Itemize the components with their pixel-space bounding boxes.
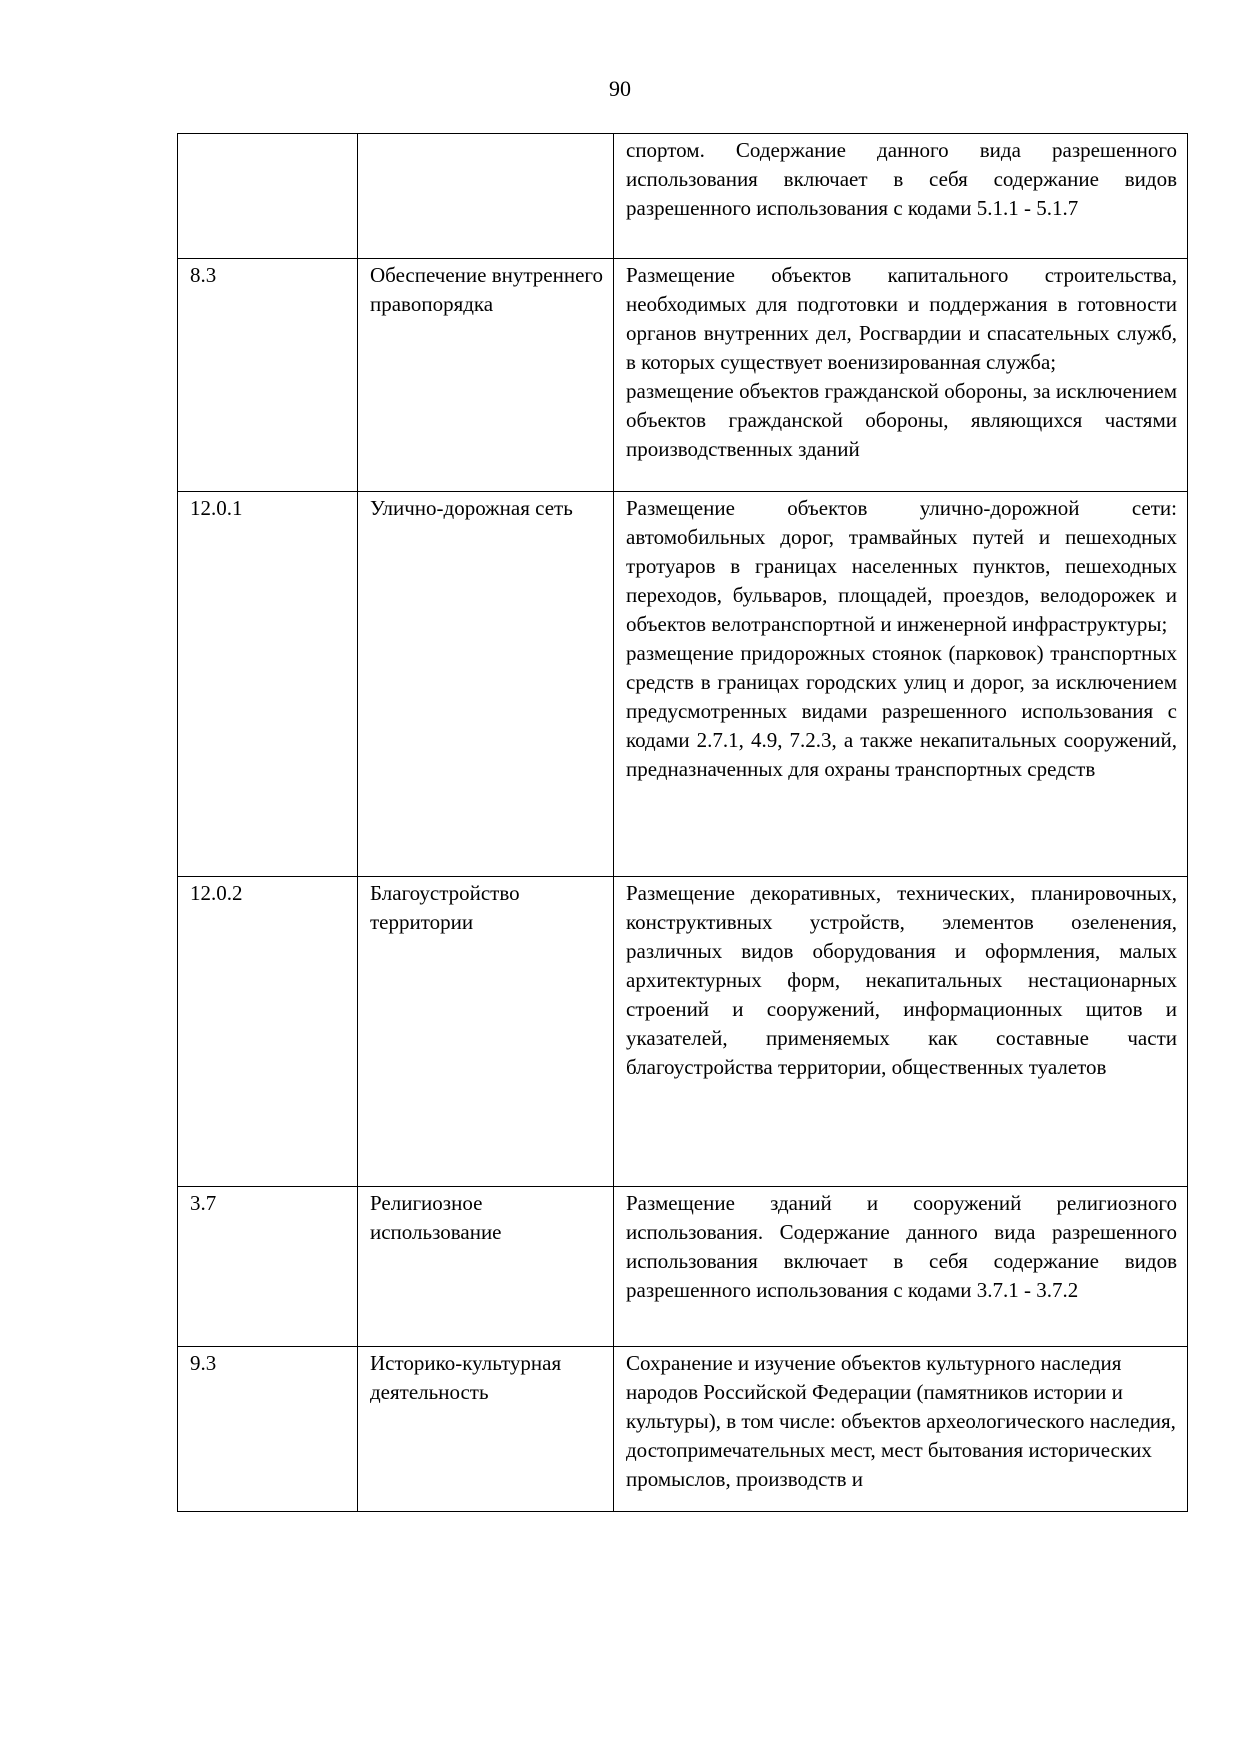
description-paragraph: Размещение декоративных, технических, планировочных, конструктивных устройств, элементов озеленения, различных видов оборудования и оформления, малых архитектурных форм, некапитальных нестационарных строений и сооружений, информационных щитов и указателей, применяемых как составные части благоустройства территории, общественных туалетов [626, 881, 1177, 1079]
description-paragraph: Размещение объектов капитального строительства, необходимых для подготовки и поддержания в готовности органов внутренних дел, Росгвардии и спасательных служб, в которых существует военизированная служба; [626, 263, 1177, 374]
name-cell: Улично-дорожная сеть [358, 492, 614, 877]
name-cell: Обеспечение внутреннего правопорядка [358, 259, 614, 492]
code-cell: 9.3 [178, 1347, 358, 1512]
description-paragraph: Сохранение и изучение объектов культурного наследия народов Российской Федерации (памятников истории и культуры), в том числе: объектов археологического наследия, достопримечательных мест, мест бытования исторических промыслов, производств и [626, 1351, 1176, 1491]
description-paragraph: размещение придорожных стоянок (парковок) транспортных средств в границах городских улиц и дорог, за исключением предусмотренных видами разрешенного использования с кодами 2.7.1, 4.9, 7.2.3, а также некапитальных сооружений, предназначенных для охраны транспортных средств [626, 641, 1177, 781]
table-row [178, 1347, 1188, 1512]
table-row [178, 1187, 1188, 1347]
description-cell [614, 259, 1188, 492]
description-paragraph: Размещение зданий и сооружений религиозного использования. Содержание данного вида разрешенного использования включает в себя содержание видов разрешенного использования с кодами 3.7.1 - 3.7.2 [626, 1191, 1177, 1302]
description-cell [614, 1347, 1188, 1512]
table-row [178, 259, 1188, 492]
description-paragraph: спортом. Содержание данного вида разрешенного использования включает в себя содержание видов разрешенного использования с кодами 5.1.1 - 5.1.7 [626, 138, 1177, 220]
description-cell [614, 877, 1188, 1187]
name-cell [358, 134, 614, 259]
code-cell: 3.7 [178, 1187, 358, 1347]
table-row [178, 877, 1188, 1187]
description-cell [614, 1187, 1188, 1347]
description-cell [614, 134, 1188, 259]
name-cell: Благоустройство территории [358, 877, 614, 1187]
description-paragraph: размещение объектов гражданской обороны, за исключением объектов гражданской обороны, являющихся частями производственных зданий [626, 379, 1177, 461]
page-number: 90 [609, 76, 631, 101]
code-cell: 12.0.1 [178, 492, 358, 877]
code-cell: 8.3 [178, 259, 358, 492]
table-row [178, 492, 1188, 877]
code-cell: 12.0.2 [178, 877, 358, 1187]
code-cell [178, 134, 358, 259]
name-cell: Религиозное использование [358, 1187, 614, 1347]
name-cell: Историко-культурная деятельность [358, 1347, 614, 1512]
description-paragraph: Размещение объектов улично-дорожной сети: автомобильных дорог, трамвайных путей и пешеходных тротуаров в границах населенных пунктов, пешеходных переходов, бульваров, площадей, проездов, велодорожек и объектов велотранспортной и инженерной инфраструктуры; [626, 496, 1177, 636]
table-row [178, 134, 1188, 259]
description-cell [614, 492, 1188, 877]
land-use-table [177, 133, 1188, 1512]
